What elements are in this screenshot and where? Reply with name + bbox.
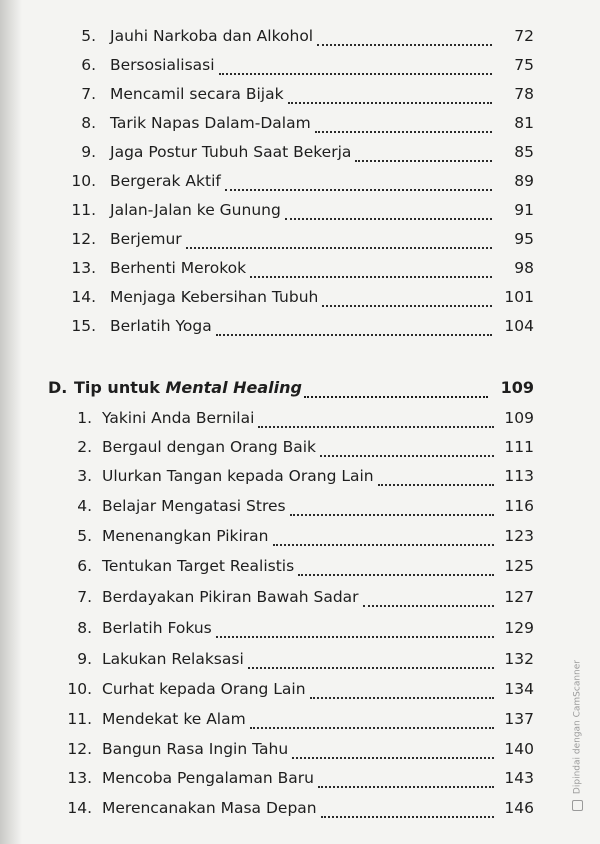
entry-page-number: 104 [504,317,534,335]
entry-page-number: 72 [514,27,534,45]
toc-entry[interactable] [0,282,600,312]
entry-title: Berjemur [110,230,182,248]
entry-number: 15. [71,317,96,335]
entry-title: Jaga Postur Tubuh Saat Bekerja [110,143,352,161]
entry-page-number: 113 [504,467,534,485]
entry-page-number: 78 [514,85,534,103]
entry-page-number: 116 [504,497,534,515]
dot-leader [298,573,494,576]
toc-entry[interactable] [0,253,600,283]
dot-leader [320,454,494,457]
entry-page-number: 134 [504,680,534,698]
entry-page-number: 143 [504,769,534,787]
entry-number: 11. [67,710,92,728]
entry-page-number: 125 [504,557,534,575]
toc-entry[interactable] [0,432,600,462]
entry-number: 9. [77,650,92,668]
dot-leader [250,726,494,729]
entry-number: 2. [77,438,92,456]
toc-entry[interactable] [0,461,600,491]
entry-number: 12. [67,740,92,758]
dot-leader [250,275,492,278]
entry-number: 3. [77,467,92,485]
entry-number: 10. [71,172,96,190]
toc-entry[interactable] [0,613,600,643]
entry-number: 8. [81,114,96,132]
toc-entry[interactable] [0,311,600,341]
watermark-text: Dipindai dengan CamScanner [572,660,583,795]
toc-entry[interactable] [0,195,600,225]
entry-number: 5. [77,527,92,545]
section-page-number: 109 [500,378,534,397]
entry-title: Merencanakan Masa Depan [102,799,317,817]
toc-entry[interactable] [0,734,600,764]
entry-page-number: 85 [514,143,534,161]
dot-leader [315,130,492,133]
entry-title: Jalan-Jalan ke Gunung [110,201,281,219]
entry-page-number: 127 [504,588,534,606]
entry-title: Berlatih Fokus [102,619,212,637]
entry-page-number: 75 [514,56,534,74]
toc-entry[interactable] [0,674,600,704]
entry-title: Bergerak Aktif [110,172,221,190]
entry-title: Berlatih Yoga [110,317,212,335]
dot-leader [378,483,494,486]
entry-page-number: 111 [504,438,534,456]
entry-page-number: 132 [504,650,534,668]
entry-number: 4. [77,497,92,515]
entry-number: 12. [71,230,96,248]
entry-number: 8. [77,619,92,637]
entry-number: 1. [77,409,92,427]
toc-entry[interactable] [0,491,600,521]
entry-title: Bangun Rasa Ingin Tahu [102,740,289,758]
dot-leader [292,756,494,759]
entry-title: Tentukan Target Realistis [102,557,295,575]
dot-leader [258,425,494,428]
entry-title: Bersosialisasi [110,56,215,74]
dot-leader [225,188,492,191]
entry-number: 9. [81,143,96,161]
entry-title: Yakini Anda Bernilai [102,409,255,427]
dot-leader [310,696,494,699]
entry-title: Mencamil secara Bijak [110,85,284,103]
entry-page-number: 146 [504,799,534,817]
toc-entry[interactable] [0,108,600,138]
entry-number: 10. [67,680,92,698]
dot-leader [273,543,495,546]
toc-entry[interactable] [0,551,600,581]
entry-page-number: 137 [504,710,534,728]
section-title: Tip untuk [74,378,166,397]
entry-number: 7. [77,588,92,606]
entry-title: Menenangkan Pikiran [102,527,269,545]
dot-leader [216,635,494,638]
entry-page-number: 98 [514,259,534,277]
dot-leader [318,785,494,788]
entry-title: Jauhi Narkoba dan Alkohol [110,27,314,45]
entry-page-number: 140 [504,740,534,758]
toc-entry[interactable] [0,166,600,196]
entry-page-number: 89 [514,172,534,190]
section-heading-d[interactable] [0,373,600,403]
entry-title: Curhat kepada Orang Lain [102,680,306,698]
toc-entry[interactable] [0,403,600,433]
toc-entry[interactable] [0,50,600,80]
entry-number: 14. [71,288,96,306]
entry-title: Mendekat ke Alam [102,710,246,728]
entry-title: Bergaul dengan Orang Baik [102,438,317,456]
dot-leader [322,304,492,307]
entry-number: 6. [77,557,92,575]
toc-entry[interactable] [0,793,600,823]
entry-title: Lakukan Relaksasi [102,650,244,668]
dot-leader [186,246,492,249]
toc-entry[interactable] [0,137,600,167]
dot-leader [290,513,494,516]
toc-entry[interactable] [0,224,600,254]
entry-title: Ulurkan Tangan kepada Orang Lain [102,467,374,485]
entry-title: Berdayakan Pikiran Bawah Sadar [102,588,359,606]
dot-leader [363,604,494,607]
dot-leader [216,333,492,336]
entry-number: 13. [67,769,92,787]
entry-title: Menjaga Kebersihan Tubuh [110,288,319,306]
toc-entry[interactable] [0,763,600,793]
dot-leader [355,159,492,162]
toc-entry[interactable] [0,582,600,612]
entry-number: 14. [67,799,92,817]
entry-page-number: 109 [504,409,534,427]
dot-leader [219,72,492,75]
entry-title: Tarik Napas Dalam-Dalam [110,114,311,132]
toc-entry[interactable] [0,521,600,551]
section-title-emphasis: Mental Healing [165,378,302,397]
entry-title: Mencoba Pengalaman Baru [102,769,314,787]
dot-leader [288,101,492,104]
scanner-watermark [572,660,583,811]
dot-leader [317,43,492,46]
entry-page-number: 91 [514,201,534,219]
entry-number: 6. [81,56,96,74]
toc-entry[interactable] [0,21,600,51]
entry-page-number: 81 [514,114,534,132]
dot-leader [285,217,492,220]
entry-number: 7. [81,85,96,103]
dot-leader [248,666,494,669]
toc-entry[interactable] [0,79,600,109]
entry-page-number: 123 [504,527,534,545]
camscanner-logo-icon [572,800,583,811]
entry-page-number: 129 [504,619,534,637]
dot-leader [304,396,488,398]
entry-title: Belajar Mengatasi Stres [102,497,286,515]
entry-page-number: 101 [504,288,534,306]
toc-entry[interactable] [0,704,600,734]
entry-title: Berhenti Merokok [110,259,247,277]
toc-entry[interactable] [0,644,600,674]
entry-page-number: 95 [514,230,534,248]
section-letter: D. [48,378,68,397]
entry-number: 13. [71,259,96,277]
entry-number: 5. [81,27,96,45]
entry-number: 11. [71,201,96,219]
dot-leader [321,815,494,818]
